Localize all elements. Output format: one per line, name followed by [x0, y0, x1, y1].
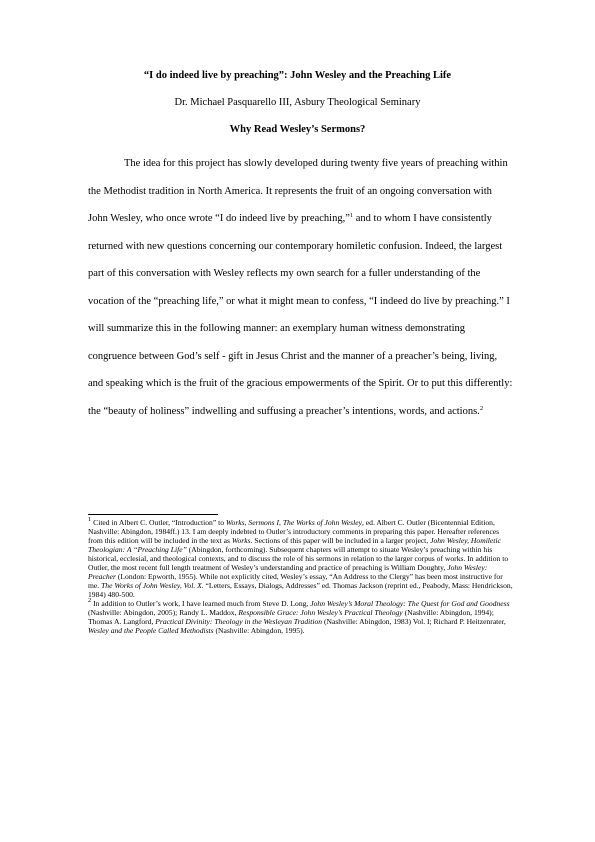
footnote-1-italic: The Works of John Wesley, Vol. X. [101, 581, 204, 590]
footnotes [88, 518, 513, 635]
footnote-1-italic: John Wesley, Homiletic Theologian: A “Preaching Life” [88, 536, 501, 554]
footnote-2-text: (Nashville: Abingdon, 1983) Vol. I; Richard P. Heitzenrater, [322, 617, 506, 626]
footnote-2-mark: 2 [88, 597, 92, 604]
footnote-1-text: (London: Epworth, 1955). While not explicitly cited, Wesley’s essay, “An Address to the Clergy” has been most instructive for me. [88, 572, 503, 590]
footnote-2-text: (Nashville: Abingdon, 1995). [213, 626, 305, 635]
footnote-2-text: (Nashville: Abingdon, 1994); Thomas A. Langford, [88, 608, 494, 626]
body-text-part-2: and to whom I have consistently returned with new questions concerning our contemporary homiletic confusion. Indeed, the largest part of this conversation with Wesley reflects my own search for a fuller understanding of the vocation of the “preaching life,” or what it might mean to confess, “I indeed do live by preaching.” I will summarize this in the following manner: an exemplary human witness demonstrating congruence between God’s self - gift in Jesus Christ and the manner of a preacher’s being, living, and speaking which is the fruit of the gracious empowerments of the Spirit. Or to put this differently: the “beauty of holiness” indwelling and suffusing a preacher’s intentions, words, and actions. [88, 213, 513, 417]
footnote-1-italic: The Works of John Wesley [282, 518, 362, 527]
footnote-1-text: , [279, 518, 283, 527]
body-paragraph [88, 150, 513, 425]
footnote-separator [88, 514, 218, 515]
section-heading: Why Read Wesley’s Sermons? [229, 124, 366, 135]
footnote-2-text: In addition to Outler’s work, I have learned much from Steve D. Long, [91, 599, 311, 608]
footnote-1 [88, 518, 513, 599]
footnote-1-text: Cited in Albert C. Outler, “Introduction” to [91, 518, 226, 527]
footnote-2-italic: Practical Divinity: Theology in the Wesleyan Tradition [155, 617, 323, 626]
footnote-2-italic: John Wesley’s Moral Theology: The Quest for God and Goodness [310, 599, 510, 608]
footnote-2 [88, 599, 513, 635]
footnote-1-text: “Letters, Essays, Dialogs, Addresses” ed. Thomas Jackson (reprint ed., Peabody, Mass: Hendrickson, 1984) 480-500. [88, 581, 513, 599]
footnote-ref-2[interactable]: 2 [479, 404, 484, 412]
paper-title: “I do indeed live by preaching”: John Wesley and the Preaching Life [143, 70, 452, 81]
footnote-1-text: (Abingdon, forthcoming). Subsequent chapters will attempt to situate Wesley’s preaching within his historical, ecclesial, and theological contexts, and to discuss the role of his sermons in relation to the larger corpus of works. In addition to Outler, the most recent full length treatment of Wesley’s understanding and practice of preaching is William Doughty, [88, 545, 509, 572]
footnote-ref-1[interactable]: 1 [349, 212, 354, 219]
footnote-1-text: , ed. Albert C. Outler (Bicentennial Edition, Nashville: Abingdon, 1984ff.) 13. I am deeply indebted to Outler’s introductory comments in preparing this paper. Hereafter references from this edition will be included in the text as [88, 518, 500, 545]
footnote-2-italic: Responsible Grace: John Wesley’s Practical Theology [238, 608, 403, 617]
footnote-1-italic: Works, Sermons I [225, 518, 280, 527]
footnote-1-italic: John Wesley: Preacher [88, 563, 488, 581]
footnote-2-italic: Wesley and the People Called Methodists [88, 626, 214, 635]
footnote-1-mark: 1 [88, 516, 92, 523]
footnote-1-italic: Works [231, 536, 251, 545]
footnote-1-text: . Sections of this paper will be included in a larger project, [250, 536, 431, 545]
author-line: Dr. Michael Pasquarello III, Asbury Theological Seminary [174, 97, 421, 108]
footnote-2-text: (Nashville: Abingdon, 2005); Randy L. Maddox, [88, 608, 239, 617]
body-text-part-1: The idea for this project has slowly developed during twenty five years of preaching within the Methodist tradition in North America. It represents the fruit of an ongoing conversation with John Wesley, who once wrote “I do indeed live by preaching,” [88, 158, 508, 224]
